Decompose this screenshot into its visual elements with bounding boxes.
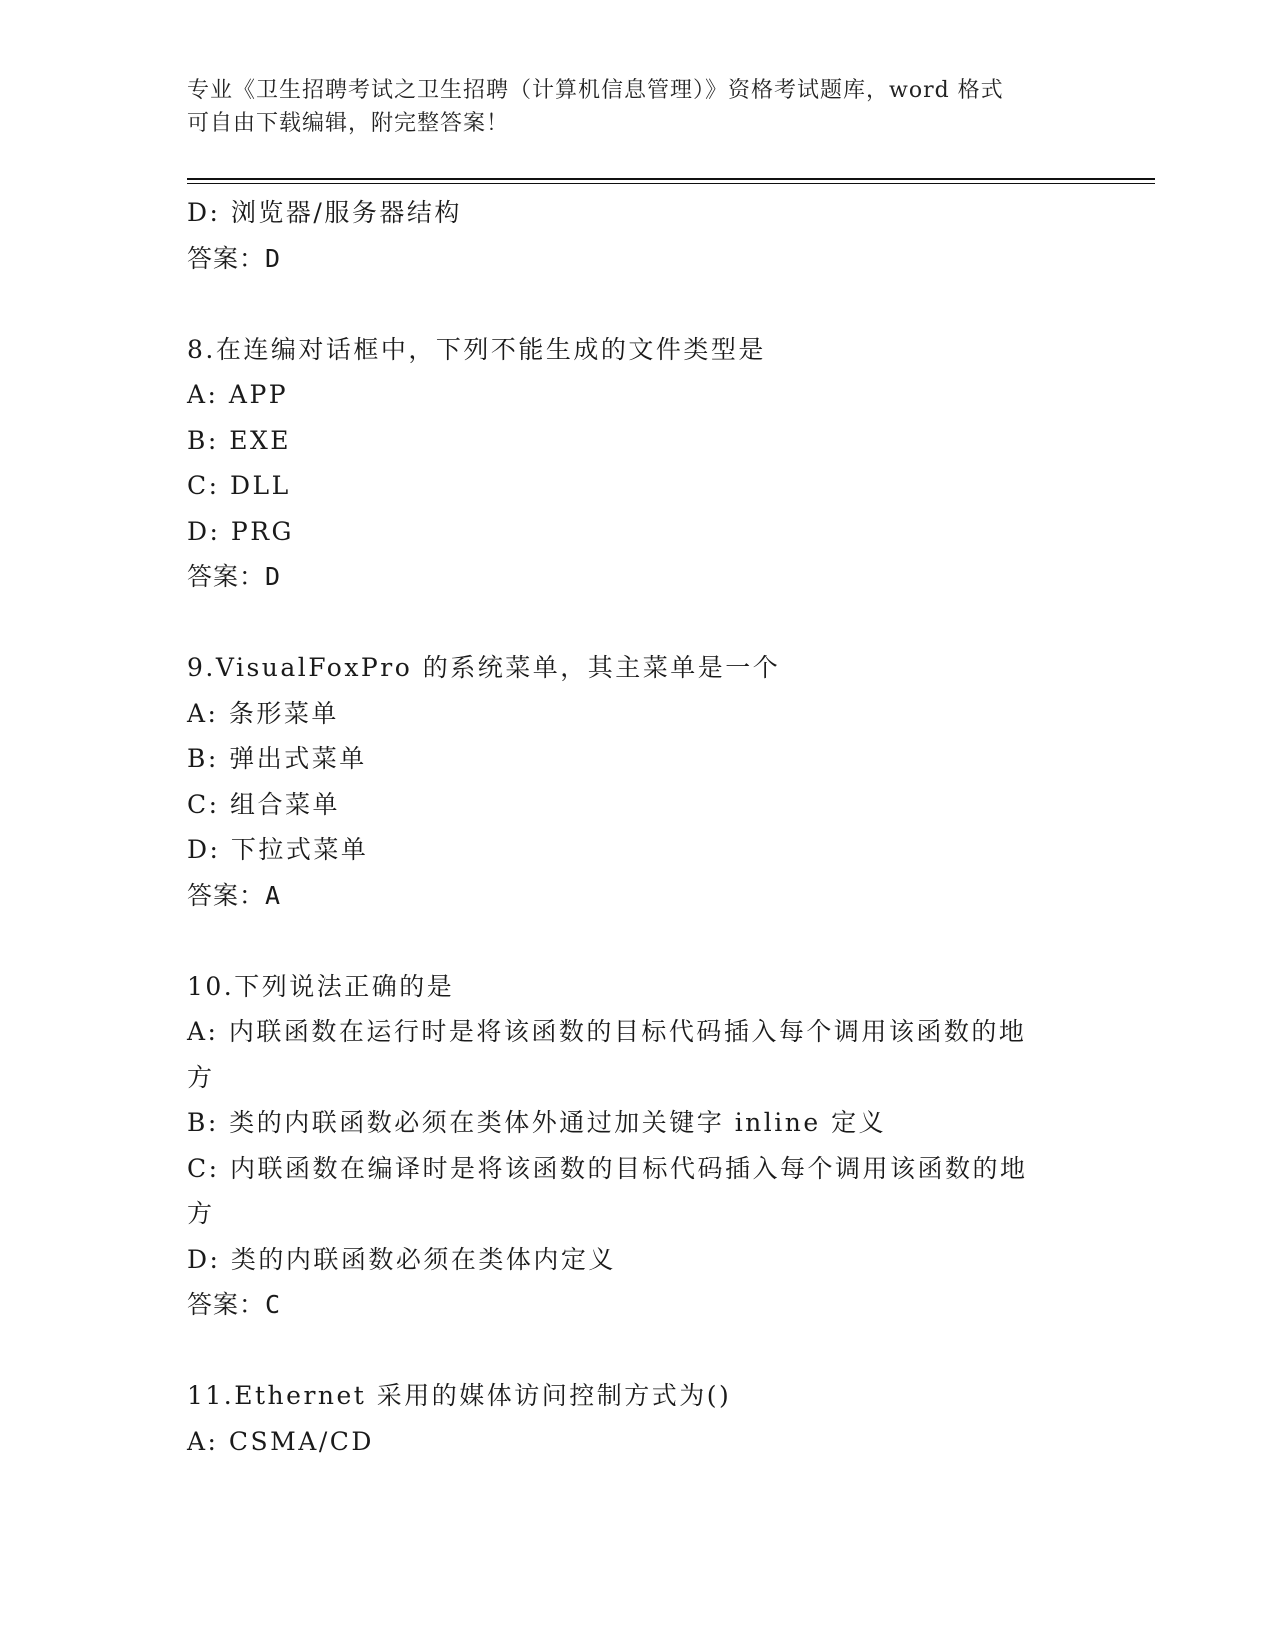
option-text: D: 浏览器/服务器结构 — [187, 198, 462, 227]
option-text: A: 条形菜单 — [187, 698, 339, 728]
header-rule-thick — [187, 178, 1155, 180]
option-text: B: EXE — [187, 425, 292, 455]
question-text: 9.VisualFoxPro 的系统菜单，其主菜单是一个 — [187, 653, 781, 682]
option-text: D: 下拉式菜单 — [187, 835, 369, 864]
answer-text: 答案：D — [187, 243, 282, 273]
option-text: D: 类的内联函数必须在类体内定义 — [187, 1244, 616, 1274]
option-text: C: 内联函数在编译时是将该函数的目标代码插入每个调用该函数的地 — [187, 1153, 1028, 1183]
option-text: C: 组合菜单 — [187, 789, 340, 819]
answer-text: 答案：D — [187, 562, 282, 591]
question-text: 10.下列说法正确的是 — [187, 971, 455, 1001]
answer-text: 答案：C — [187, 1290, 282, 1319]
block-spacer — [187, 600, 1087, 646]
document-header — [187, 74, 1067, 140]
option-text: 方 — [187, 1199, 215, 1228]
block-spacer — [187, 281, 1087, 327]
question-text: 8.在连编对话框中，下列不能生成的文件类型是 — [187, 334, 766, 364]
option-text: 方 — [187, 1062, 215, 1092]
answer-text: 答案：A — [187, 880, 282, 910]
option-text: B: 弹出式菜单 — [187, 744, 367, 773]
option-text: D: PRG — [187, 516, 295, 546]
block-spacer — [187, 918, 1087, 964]
header-line-2: 可自由下载编辑，附完整答案！ — [187, 111, 510, 136]
option-text: A: CSMA/CD — [187, 1426, 374, 1456]
option-text: A: APP — [187, 380, 289, 409]
question-text: 11.Ethernet 采用的媒体访问控制方式为() — [187, 1381, 732, 1410]
option-text: B: 类的内联函数必须在类体外通过加关键字 inline 定义 — [187, 1108, 887, 1137]
option-text: C: DLL — [187, 471, 291, 500]
header-rule-thin — [187, 183, 1155, 184]
header-line-1: 专业《卫生招聘考试之卫生招聘（计算机信息管理）》资格考试题库，word 格式 — [187, 78, 1004, 103]
option-text: A: 内联函数在运行时是将该函数的目标代码插入每个调用该函数的地 — [187, 1017, 1027, 1046]
question-list — [187, 190, 1087, 1464]
block-spacer — [187, 1328, 1087, 1374]
